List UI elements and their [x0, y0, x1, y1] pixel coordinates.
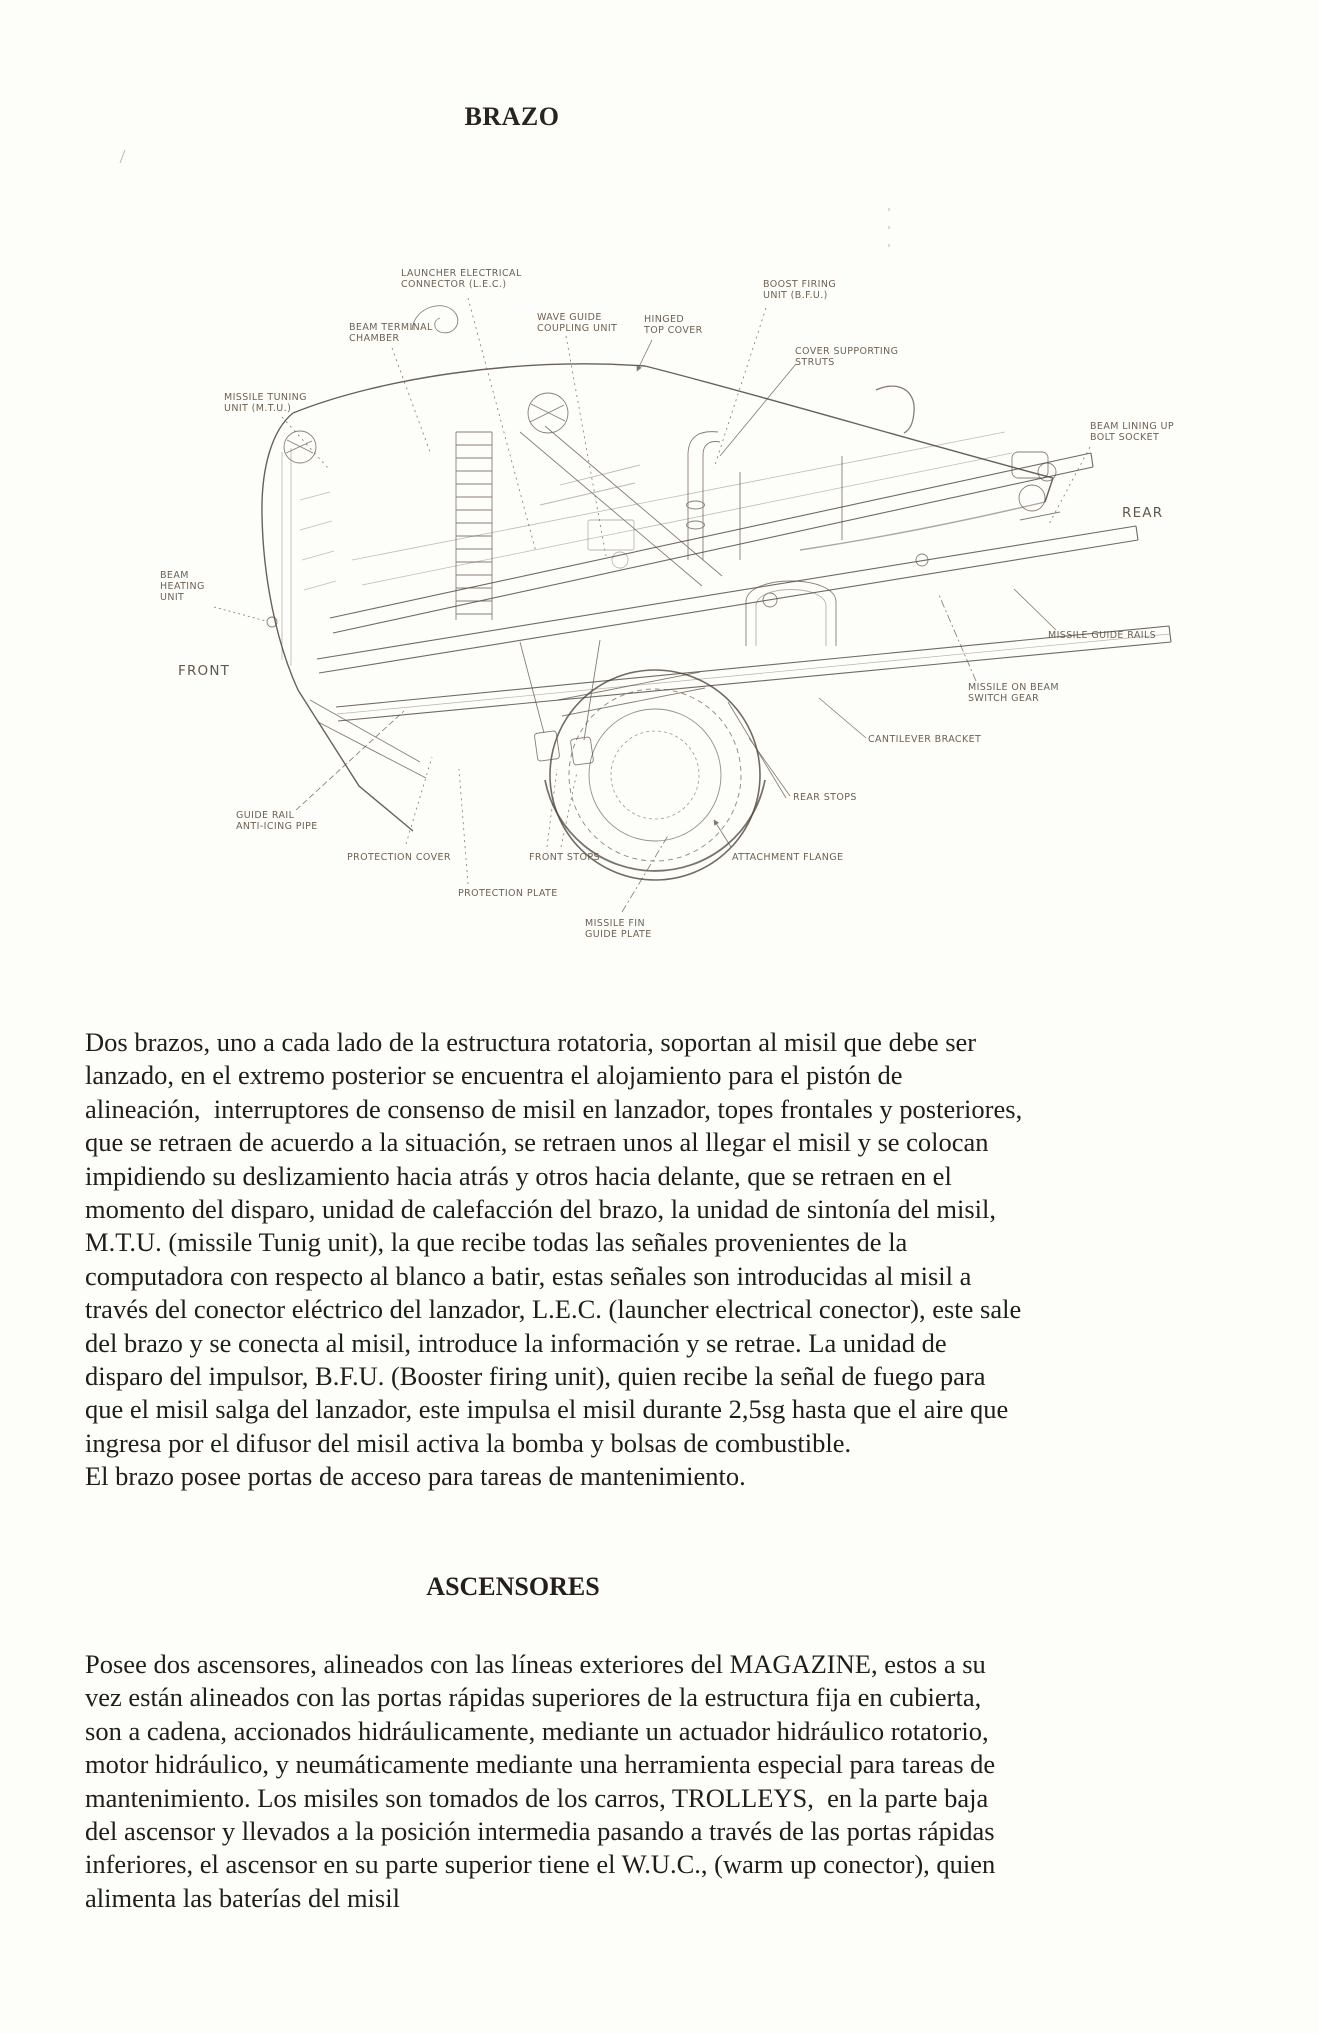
text-line: impidiendo su deslizamiento hacia atrás y otros hacia delante, que se retraen en el — [85, 1160, 952, 1191]
diagram-label-rear-stops: REAR STOPS — [793, 792, 857, 803]
diagram-label-launcher-electrical-connector: LAUNCHER ELECTRICAL CONNECTOR (L.E.C.) — [401, 268, 522, 290]
text-line: del brazo y se conecta al misil, introduce la información y se retrae. La unidad de — [85, 1327, 947, 1358]
text-line: que el misil salga del lanzador, este impulsa el misil durante 2,5sg hasta que el aire que — [85, 1394, 1009, 1425]
text-line: alimenta las baterías del misil — [85, 1882, 400, 1913]
text-line: El brazo posee portas de acceso para tareas de mantenimiento. — [85, 1461, 746, 1492]
launcher-arm-diagram — [0, 0, 1318, 990]
text-line: del ascensor y llevados a la posición intermedia pasando a través de las portas rápidas — [85, 1816, 995, 1847]
scan-specks — [120, 150, 889, 247]
diagram-label-wave-guide-coupling-unit: WAVE GUIDE COUPLING UNIT — [537, 312, 618, 334]
diagram-label-front-stops: FRONT STOPS — [529, 852, 600, 863]
text-line: que se retraen de acuerdo a la situación, se retraen unos al llegar el misil y se colocan — [85, 1127, 989, 1158]
text-line: M.T.U. (missile Tunig unit), la que recibe todas las señales provenientes de la — [85, 1227, 908, 1258]
diagram-label-missile-guide-rails: MISSILE GUIDE RAILS — [1048, 630, 1157, 641]
diagram-label-missile-fin-guide-plate: MISSILE FIN GUIDE PLATE — [585, 918, 652, 940]
interior-machinery — [267, 306, 1060, 778]
diagram-label-cover-supporting-struts: COVER SUPPORTING STRUTS — [795, 346, 899, 368]
text-line: vez están alineados con las portas rápidas superiores de la estructura fija en cubierta, — [85, 1682, 982, 1713]
paragraph-ascensores — [85, 1648, 1270, 1915]
text-line: computadora con respecto al blanco a batir, estas señales son introducidas al misil a — [85, 1260, 972, 1291]
diagram-label-missile-tuning-unit: MISSILE TUNING UNIT (M.T.U.) — [224, 392, 307, 414]
diagram-label-hinged-top-cover: HINGED TOP COVER — [644, 314, 703, 336]
attachment-flange-rings — [545, 670, 765, 880]
text-line: alineación, interruptores de consenso de misil en lanzador, topes frontales y posteriores, — [85, 1093, 1023, 1124]
text-line: disparo del impulsor, B.F.U. (Booster firing unit), quien recibe la señal de fuego para — [85, 1361, 986, 1392]
hull-outline — [262, 364, 1053, 831]
text-line: son a cadena, accionados hidráulicamente, mediante un actuador hidráulico rotatorio, — [85, 1715, 989, 1746]
diagram-label-boost-firing-unit: BOOST FIRING UNIT (B.F.U.) — [763, 279, 837, 301]
text-line: Dos brazos, uno a cada lado de la estructura rotatoria, soportan al misil que debe ser — [85, 1027, 977, 1057]
text-line: través del conector eléctrico del lanzador, L.E.C. (launcher electrical conector), este sale — [85, 1294, 1022, 1325]
text-line: lanzado, en el extremo posterior se encuentra el alojamiento para el pistón de — [85, 1060, 903, 1091]
text-line: inferiores, el ascensor en su parte superior tiene el W.U.C., (warm up conector), quien — [85, 1849, 996, 1880]
diagram-label-beam-heating-unit: BEAM HEATING UNIT — [160, 570, 205, 603]
text-line: mantenimiento. Los misiles son tomados de los carros, TROLLEYS, en la parte baja — [85, 1782, 989, 1813]
launcher-arm-drawing — [0, 0, 1318, 990]
diagram-label-missile-on-beam-switch-gear: MISSILE ON BEAM SWITCH GEAR — [968, 682, 1059, 704]
diagram-label-protection-plate: PROTECTION PLATE — [458, 888, 558, 899]
section-heading-ascensores: ASCENSORES — [426, 1572, 600, 1601]
diagram-label-beam-lining-up-bolt-socket: BEAM LINING UP BOLT SOCKET — [1090, 421, 1175, 443]
text-line: ingresa por el difusor del misil activa la bomba y bolsas de combustible. — [85, 1427, 852, 1458]
text-line: momento del disparo, unidad de calefacción del brazo, la unidad de sintonía del misil, — [85, 1194, 997, 1225]
diagram-label-beam-terminal-chamber: BEAM TERMINAL CHAMBER — [349, 322, 433, 344]
diagram-label-guide-rail-anti-icing-pipe: GUIDE RAIL ANTI-ICING PIPE — [236, 810, 318, 832]
text-line: motor hidráulico, y neumáticamente mediante una herramienta especial para tareas de — [85, 1749, 996, 1780]
diagram-label-protection-cover: PROTECTION COVER — [347, 852, 451, 863]
paragraph-brazo — [85, 1026, 1270, 1494]
diagram-label-front: FRONT — [178, 663, 231, 679]
text-line: Posee dos ascensores, alineados con las líneas exteriores del MAGAZINE, estos a su — [85, 1649, 986, 1679]
diagram-label-cantilever-bracket: CANTILEVER BRACKET — [868, 734, 982, 745]
diagram-label-attachment-flange: ATTACHMENT FLANGE — [732, 852, 844, 863]
diagram-label-rear: REAR — [1122, 505, 1164, 521]
page-title: BRAZO — [464, 102, 560, 131]
